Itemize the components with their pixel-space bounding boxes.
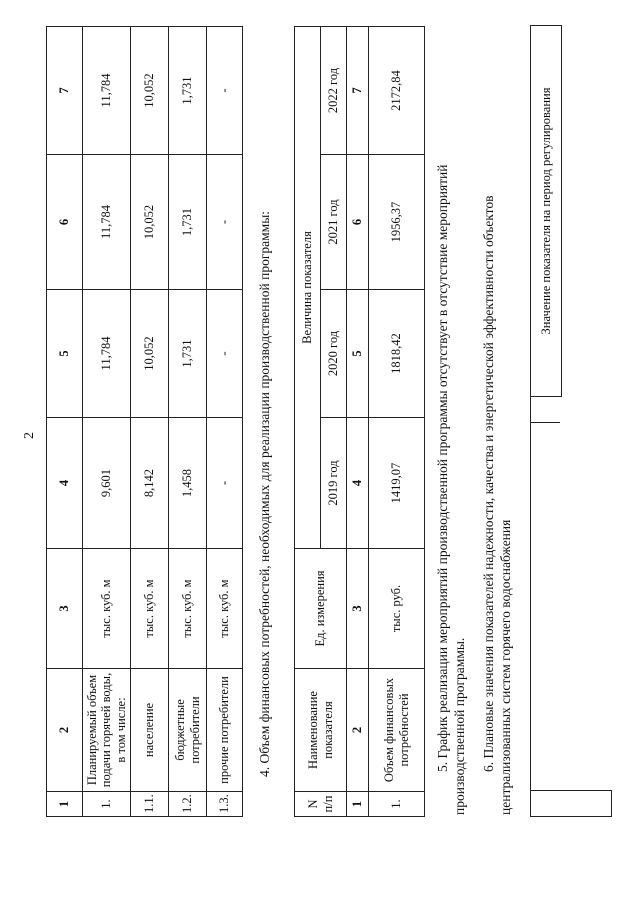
table-cell: 1956,37 bbox=[369, 155, 425, 290]
table-cell: 10,052 bbox=[131, 155, 169, 290]
table-cell: Объем финансовых потребностей bbox=[369, 669, 425, 792]
section-5-line-1: 5. График реализации мероприятий производственной программы отсутствует в отсутствие мероприятий bbox=[435, 164, 450, 772]
table-header-row bbox=[47, 27, 83, 817]
table-cell: бюджетные потребители bbox=[169, 669, 207, 792]
table-header-cell: 2 bbox=[47, 669, 83, 792]
table-header-cell: 2021 год bbox=[321, 155, 347, 290]
table-header-cell: Значение показателя на период регулирования bbox=[538, 87, 553, 335]
table-cell: 11,784 bbox=[83, 155, 131, 290]
table-cell: 1.3. bbox=[207, 792, 243, 817]
table-row bbox=[207, 27, 243, 817]
table-cell: - bbox=[207, 27, 243, 155]
table-cell: 1818,42 bbox=[369, 290, 425, 418]
table-cell: 1,731 bbox=[169, 27, 207, 155]
page-number: 2 bbox=[22, 432, 37, 439]
table-cell: тыс. куб. м bbox=[169, 549, 207, 669]
table-cell: прочие потребители bbox=[207, 669, 243, 792]
section-5-line-2: производственной программы. bbox=[452, 637, 467, 815]
table-cell: население bbox=[131, 669, 169, 792]
table-cell: - bbox=[207, 418, 243, 549]
reliability-table-value-header bbox=[530, 25, 562, 397]
reliability-table-divider bbox=[530, 422, 560, 423]
table-cell: 1419,07 bbox=[369, 418, 425, 549]
table-index-row bbox=[347, 27, 369, 817]
table-row bbox=[131, 27, 169, 817]
table-cell: тыс. куб. м bbox=[207, 549, 243, 669]
table-cell: тыс. куб. м bbox=[83, 549, 131, 669]
table-cell: 11,784 bbox=[83, 27, 131, 155]
table-cell: 1,731 bbox=[169, 290, 207, 418]
table-cell: тыс. куб. м bbox=[131, 549, 169, 669]
table-cell: 9,601 bbox=[83, 418, 131, 549]
table-cell: 8,142 bbox=[131, 418, 169, 549]
table-cell: тыс. руб. bbox=[369, 549, 425, 669]
table-header-cell: 4 bbox=[47, 418, 83, 549]
table-header-cell: 4 bbox=[347, 418, 369, 549]
table-header-cell: Величина показателя bbox=[295, 27, 321, 549]
table-header-cell: 3 bbox=[347, 549, 369, 669]
table-header-cell: 2022 год bbox=[321, 27, 347, 155]
table-header-cell: Наименование показателя bbox=[295, 669, 347, 792]
financial-needs-table bbox=[294, 26, 425, 817]
table-header-cell: 5 bbox=[47, 290, 83, 418]
table-header-cell: 1 bbox=[347, 792, 369, 817]
table-header-cell: 3 bbox=[47, 549, 83, 669]
table-header-cell: 7 bbox=[347, 27, 369, 155]
table-header-cell: 1 bbox=[47, 792, 83, 817]
table-cell: 1. bbox=[369, 792, 425, 817]
table-row bbox=[169, 27, 207, 817]
table-cell: 1,731 bbox=[169, 155, 207, 290]
table-cell: Планируемый объем подачи горячей воды, в том числе: bbox=[83, 669, 131, 792]
table-header-cell: 6 bbox=[47, 155, 83, 290]
table-header-cell: 2 bbox=[347, 669, 369, 792]
table-cell: 1.2. bbox=[169, 792, 207, 817]
table-header-row bbox=[295, 27, 321, 817]
table-cell: 1. bbox=[83, 792, 131, 817]
table-header-cell: Ед. измерения bbox=[295, 549, 347, 669]
water-volume-table bbox=[46, 26, 243, 817]
table-header-cell: N п/п bbox=[295, 792, 347, 817]
table-cell: 10,052 bbox=[131, 27, 169, 155]
table-header-cell: 2020 год bbox=[321, 290, 347, 418]
reliability-table-num-cell bbox=[530, 790, 612, 817]
table-header-cell: 7 bbox=[47, 27, 83, 155]
table-header-cell: 6 bbox=[347, 155, 369, 290]
table-cell: 2172,84 bbox=[369, 27, 425, 155]
table-row bbox=[83, 27, 131, 817]
table-header-cell: 5 bbox=[347, 290, 369, 418]
section-6-line-2: централизованных систем горячего водоснабжения bbox=[498, 519, 513, 815]
section-6-line-1: 6. Плановые значения показателей надежности, качества и энергетической эффективности объектов bbox=[481, 195, 496, 772]
table-cell: 10,052 bbox=[131, 290, 169, 418]
table-cell: 1.1. bbox=[131, 792, 169, 817]
table-header-cell: 2019 год bbox=[321, 418, 347, 549]
table-cell: - bbox=[207, 290, 243, 418]
table-row bbox=[369, 27, 425, 817]
table-cell: 1,458 bbox=[169, 418, 207, 549]
table-cell: 11,784 bbox=[83, 290, 131, 418]
section-4-title: 4. Объем финансовых потребностей, необходимых для реализации производственной программы: bbox=[257, 210, 272, 777]
table-cell: - bbox=[207, 155, 243, 290]
